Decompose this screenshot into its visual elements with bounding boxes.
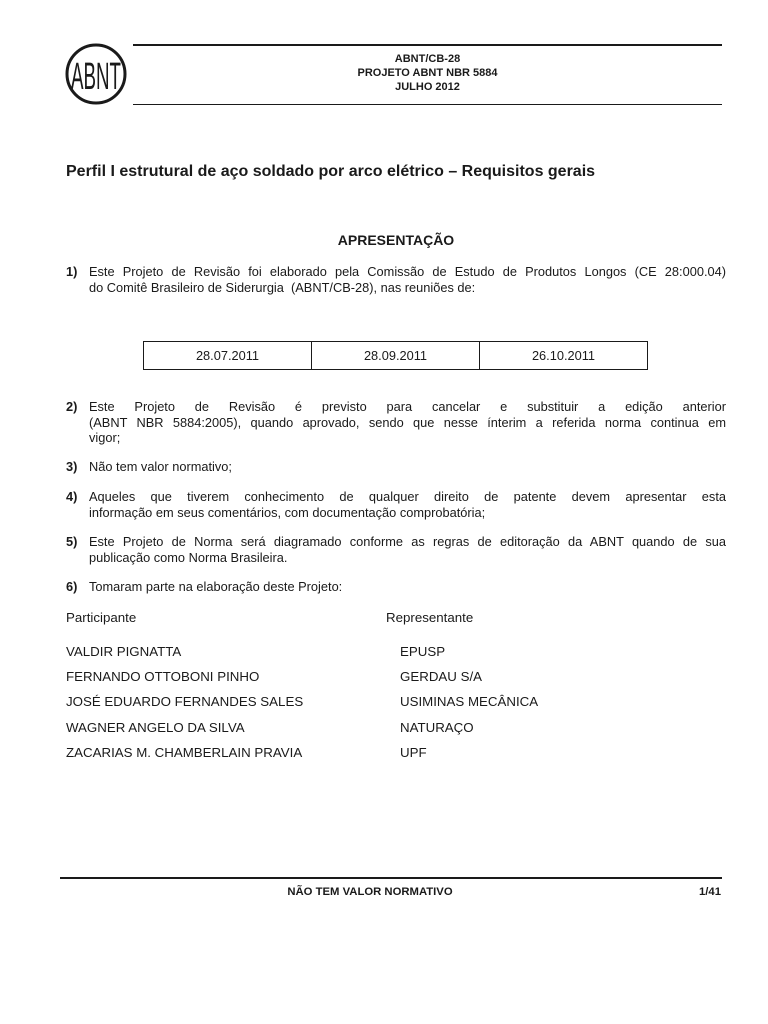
participant-name: FERNANDO OTTOBONI PINHO [66, 669, 260, 684]
participant-organization: UPF [400, 745, 427, 760]
item-number: 4) [66, 489, 78, 504]
participant-name: JOSÉ EDUARDO FERNANDES SALES [66, 694, 304, 709]
meetings-table [143, 341, 648, 370]
abnt-logo-lettering: ABNT [71, 56, 121, 98]
item-line: Este Projeto de Norma será diagramado conforme as regras de editoração da ABNT quando de sua [89, 534, 726, 549]
meeting-date-cell: 28.09.2011 [312, 342, 480, 370]
page-number: 1/41 [699, 886, 721, 898]
participant-name: VALDIR PIGNATTA [66, 644, 182, 659]
item-line: vigor; [89, 430, 121, 445]
participant-organization: EPUSP [400, 644, 446, 659]
item-line: Este Projeto de Revisão é previsto para cancelar e substituir a edição anterior [89, 399, 726, 414]
item-line: (ABNT NBR 5884:2005), quando aprovado, sendo que nesse ínterim a referida norma continua em [89, 414, 726, 430]
meetings-row [144, 342, 648, 370]
section-heading: APRESENTAÇÃO [337, 232, 455, 248]
item-line: Este Projeto de Revisão foi elaborado pela Comissão de Estudo de Produtos Longos (CE 28:000.04) [89, 264, 726, 279]
item-line: Tomaram parte na elaboração deste Projeto: [89, 579, 343, 594]
document-title: Perfil I estrutural de aço soldado por arco elétrico – Requisitos gerais [66, 163, 596, 180]
abnt-logo [64, 42, 128, 106]
document-header [133, 52, 722, 94]
document-date: JULHO 2012 [395, 81, 460, 93]
item-line: informação em seus comentários, com documentação comprobatória; [89, 504, 486, 520]
item-number: 3) [66, 459, 78, 474]
participant-name: WAGNER ANGELO DA SILVA [66, 720, 245, 735]
representatives-column-header: Representante [386, 610, 474, 625]
header-rule-bottom [133, 104, 722, 105]
footer-rule [60, 877, 722, 879]
item-line: do Comitê Brasileiro de Siderurgia (ABNT/CB-28), nas reuniões de: [89, 279, 476, 295]
item-number: 1) [66, 264, 78, 279]
meeting-date-cell: 28.07.2011 [144, 342, 312, 370]
item-number: 5) [66, 534, 78, 549]
participant-organization: USIMINAS MECÂNICA [400, 694, 539, 709]
participants-column-header: Participante [66, 610, 137, 625]
committee-code: ABNT/CB-28 [394, 53, 461, 65]
meeting-date-cell: 26.10.2011 [480, 342, 648, 370]
participant-organization: NATURAÇO [400, 720, 474, 735]
footer-notice: NÃO TEM VALOR NORMATIVO [287, 886, 453, 898]
project-number: PROJETO ABNT NBR 5884 [357, 67, 498, 79]
item-line: Não tem valor normativo; [89, 459, 232, 474]
item-number: 2) [66, 399, 78, 414]
participant-organization: GERDAU S/A [400, 669, 483, 684]
participant-name: ZACARIAS M. CHAMBERLAIN PRAVIA [66, 745, 303, 760]
item-line: publicação como Norma Brasileira. [89, 549, 288, 565]
item-line: Aqueles que tiverem conhecimento de qualquer direito de patente devem apresentar esta [89, 489, 726, 504]
item-number: 6) [66, 579, 78, 594]
header-rule-top [133, 44, 722, 46]
